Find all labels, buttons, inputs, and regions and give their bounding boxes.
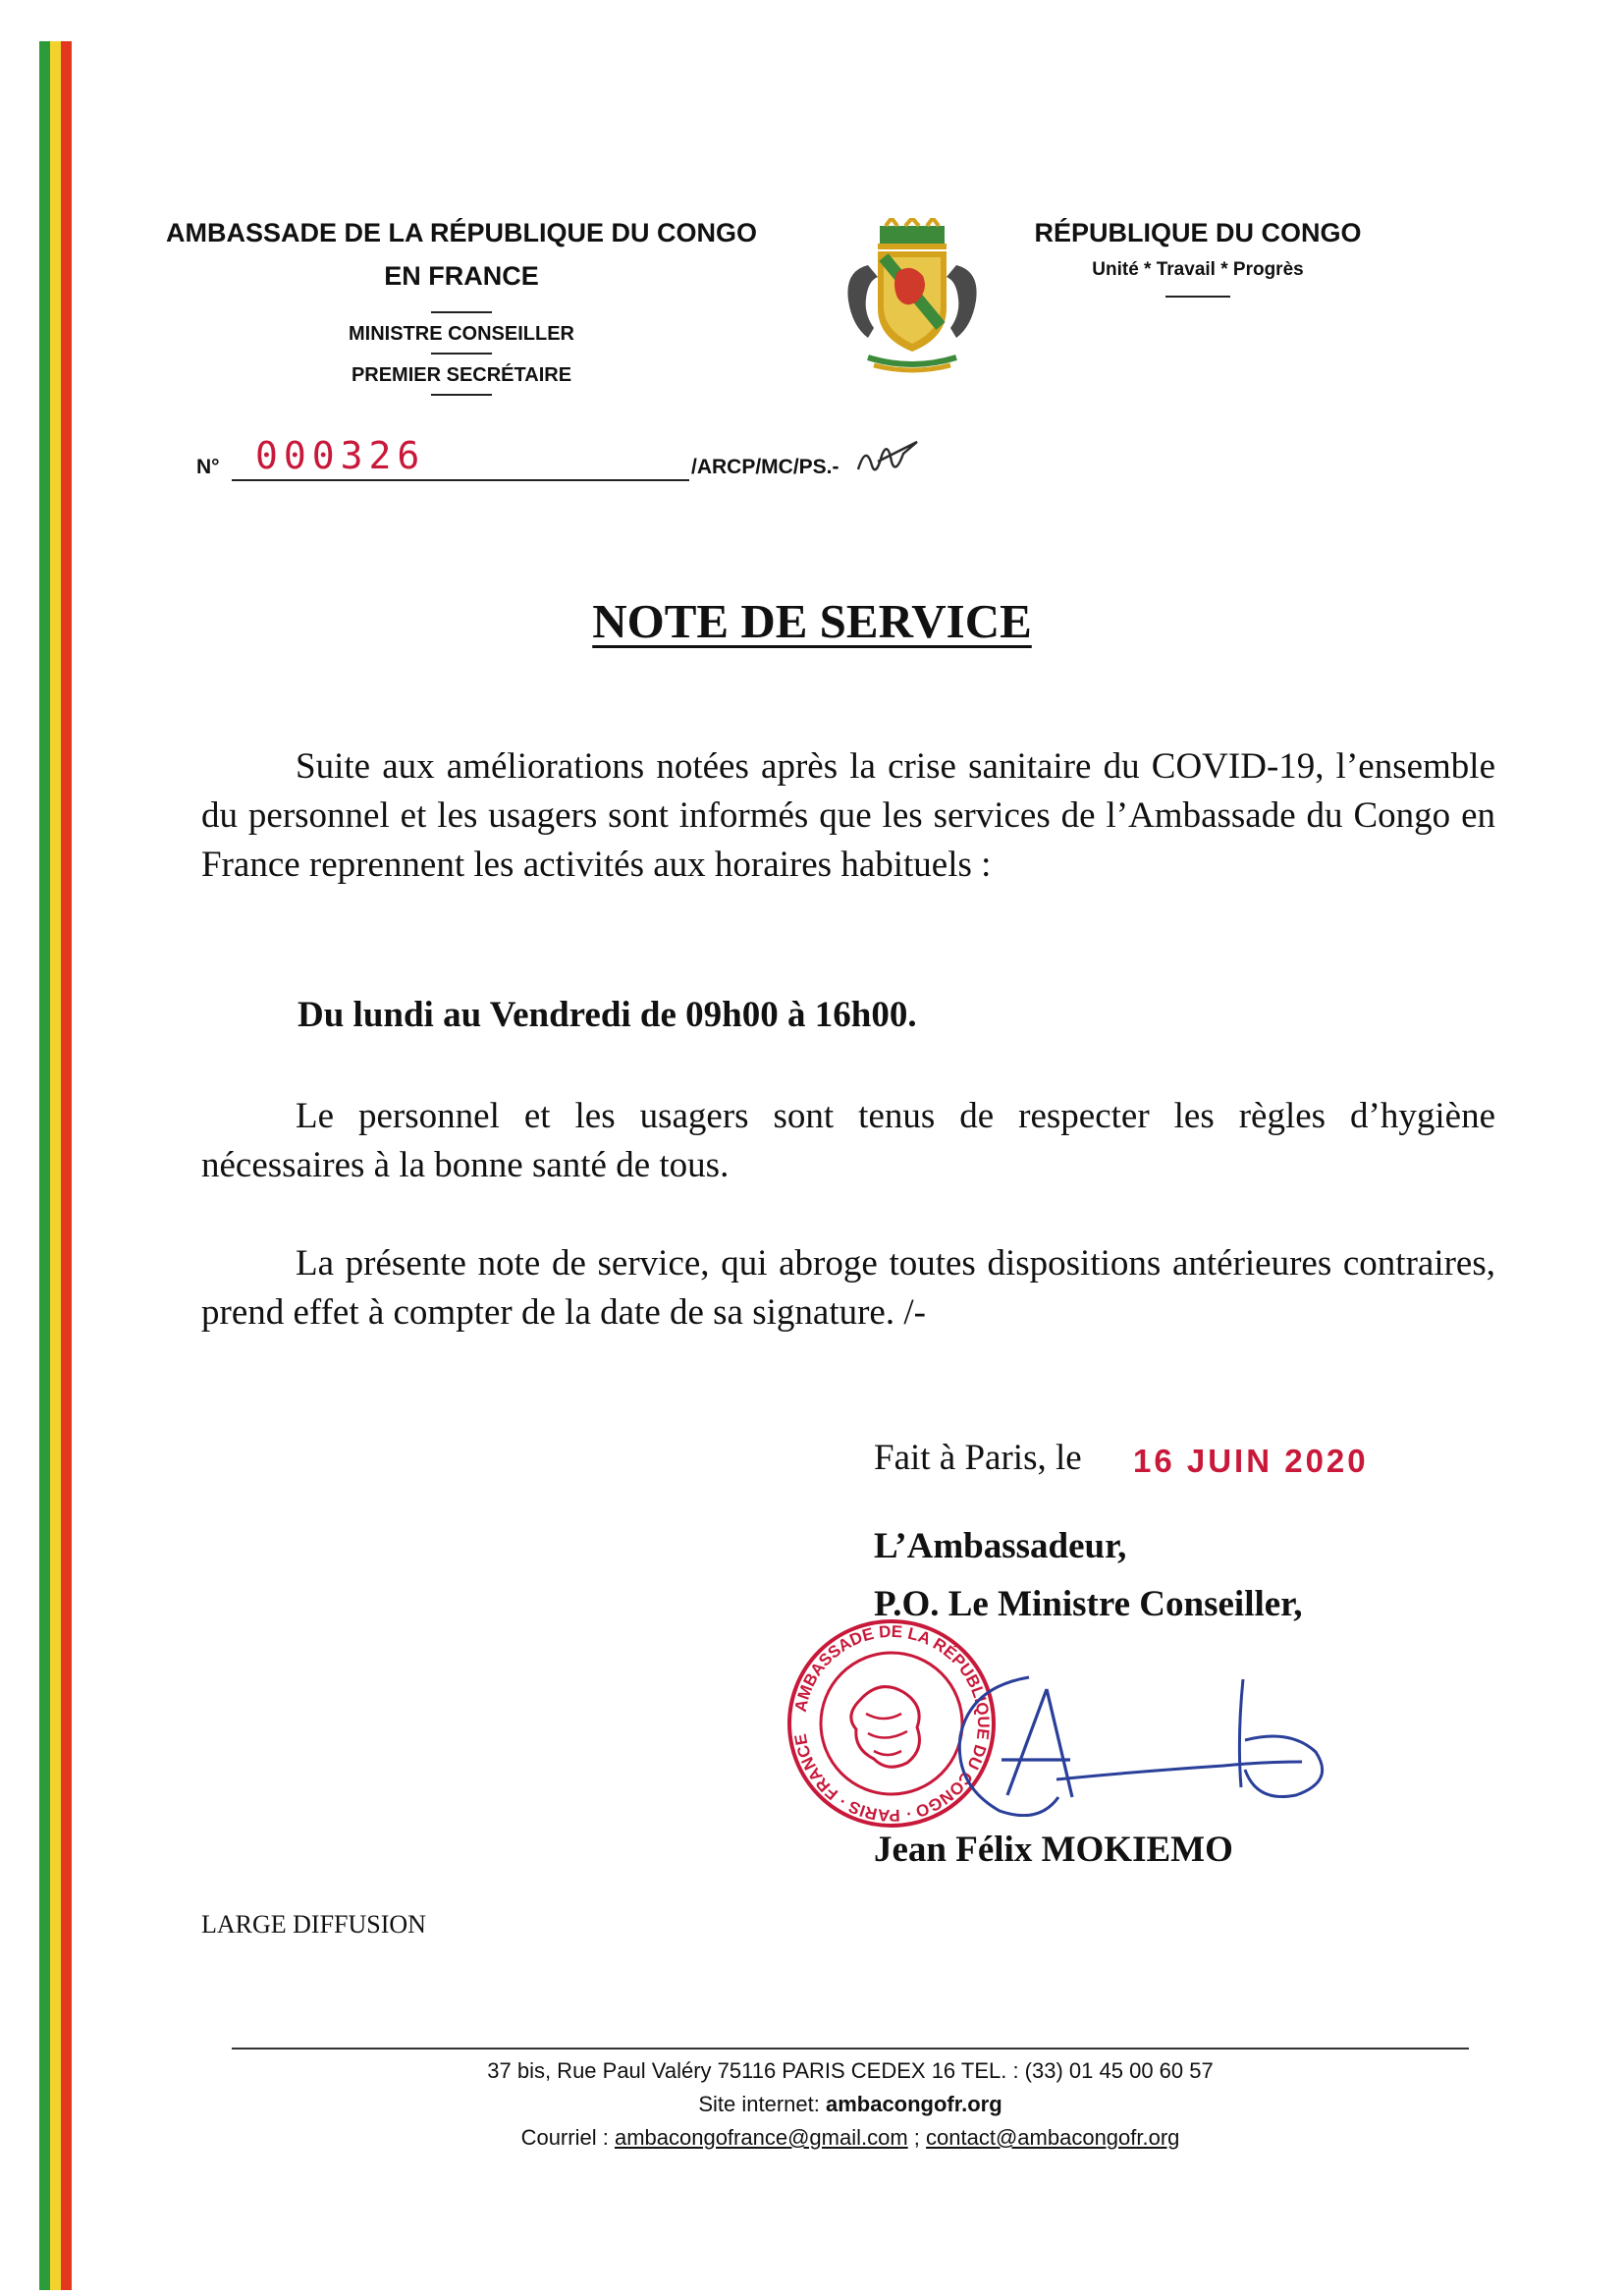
document-title-text: NOTE DE SERVICE	[592, 594, 1032, 648]
signatory-title: L’Ambassadeur,	[874, 1526, 1127, 1566]
footer-email-link-1[interactable]: ambacongofrance@gmail.com	[614, 2125, 908, 2150]
footer-email-line	[232, 2121, 1469, 2155]
reference-line	[196, 432, 839, 491]
flag-stripe-red	[61, 41, 72, 2290]
document-title	[0, 593, 1624, 649]
place-line: Fait à Paris, le	[874, 1438, 1082, 1478]
flag-stripe-yellow	[50, 41, 61, 2290]
flag-stripe-green	[39, 41, 50, 2290]
divider	[1165, 296, 1230, 298]
distribution-note: LARGE DIFFUSION	[201, 1910, 426, 1939]
divider	[431, 394, 492, 396]
body-paragraph-2: Le personnel et les usagers sont tenus de respecter les règles d’hygiène nécessaires à la bonne santé de tous.	[201, 1096, 1495, 1185]
office-minister: MINISTRE CONSEILLER	[348, 323, 574, 345]
national-motto: Unité * Travail * Progrès	[1092, 259, 1304, 280]
body-paragraph-3: La présente note de service, qui abroge toutes dispositions antérieures contraires, prend effet à compter de la date de sa signature. /-	[201, 1243, 1495, 1333]
handwritten-signature-icon	[958, 1669, 1351, 1817]
coat-of-arms-icon	[839, 218, 986, 375]
reference-label: N°	[196, 456, 220, 478]
divider	[431, 353, 492, 355]
reference-number: 000326	[255, 434, 426, 477]
footer-website-line	[232, 2088, 1469, 2121]
footer-address: 37 bis, Rue Paul Valéry 75116 PARIS CEDEX 16 TEL. : (33) 01 45 00 60 57	[487, 2058, 1214, 2083]
footer-email-label: Courriel :	[520, 2125, 609, 2150]
embassy-name-line1: AMBASSADE DE LA RÉPUBLIQUE DU CONGO	[165, 218, 758, 247]
signatory-delegation: P.O. Le Ministre Conseiller,	[874, 1584, 1303, 1624]
seal-text: AMBASSADE DE LA RÉPUBLIQUE DU CONGO · PARIS · FRANCE	[790, 1621, 994, 1826]
reference-number-field	[232, 432, 689, 481]
date-stamp: 16 JUIN 2020	[1133, 1443, 1369, 1479]
reference-suffix: /ARCP/MC/PS.-	[691, 456, 839, 478]
country-name: RÉPUBLIQUE DU CONGO	[1034, 218, 1362, 247]
header-country	[1011, 211, 1384, 298]
divider	[431, 311, 492, 313]
opening-hours: Du lundi au Vendredi de 09h00 à 16h00.	[298, 995, 917, 1035]
signatory-name: Jean Félix MOKIEMO	[874, 1830, 1233, 1870]
footer	[232, 2054, 1469, 2155]
footer-email-link-2[interactable]: contact@ambacongofr.org	[926, 2125, 1180, 2150]
footer-email-separator: ;	[913, 2125, 920, 2150]
initials-scribble-icon	[852, 434, 933, 479]
footer-website-label: Site internet:	[698, 2092, 820, 2116]
header-embassy	[137, 211, 785, 402]
footer-divider	[232, 2048, 1469, 2050]
body-paragraph-1: Suite aux améliorations notées après la crise sanitaire du COVID-19, l’ensemble du personnel et les usagers sont informés que les services de l’Ambassade du Congo en France reprennent les activités aux horaires habituels :	[201, 746, 1495, 885]
embassy-name-line2: EN FRANCE	[384, 261, 539, 291]
footer-website[interactable]: ambacongofr.org	[825, 2092, 1002, 2116]
office-secretary: PREMIER SECRÉTAIRE	[351, 364, 572, 386]
